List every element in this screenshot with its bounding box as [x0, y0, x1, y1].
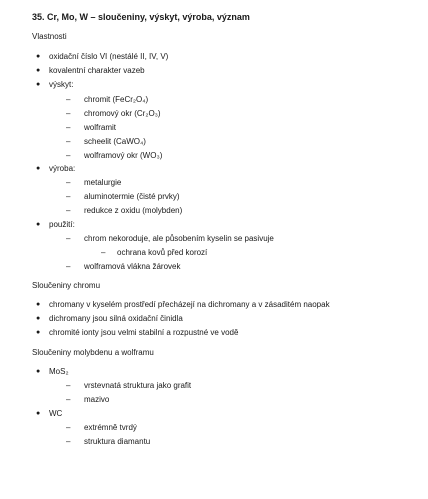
- dash-icon: –: [66, 151, 71, 160]
- sub-list-item: wolframová vlákna žárovek: [84, 262, 181, 271]
- list-item: výroba:: [49, 164, 76, 173]
- list-item: oxidační číslo VI (nestálé II, IV, V): [49, 52, 169, 61]
- dash-icon: –: [66, 395, 71, 404]
- dash-icon: –: [66, 423, 71, 432]
- bullet-icon: ●: [36, 329, 41, 336]
- dash-icon: –: [66, 109, 71, 118]
- dash-icon: –: [66, 262, 71, 271]
- dash-icon: –: [66, 137, 71, 146]
- dash-icon: –: [66, 178, 71, 187]
- dash-icon: –: [66, 437, 71, 446]
- bullet-icon: ●: [36, 368, 41, 375]
- bullet-icon: ●: [36, 165, 41, 172]
- section-heading-mow: Sloučeniny molybdenu a wolframu: [32, 348, 154, 357]
- dash-icon: –: [66, 95, 71, 104]
- list-item: použití:: [49, 220, 75, 229]
- bullet-icon: ●: [36, 410, 41, 417]
- bullet-icon: ●: [36, 301, 41, 308]
- sub-list-item: chromový okr (Cr₂O₃): [84, 109, 161, 118]
- list-item: WC: [49, 409, 63, 418]
- list-item: chromany v kyselém prostředí přecházejí na dichromany a v zásaditém naopak: [49, 300, 330, 309]
- dash-icon: –: [101, 248, 106, 257]
- section-heading-chrom: Sloučeniny chromu: [32, 281, 101, 290]
- list-item: MoS₂: [49, 367, 69, 376]
- sub-list-item: struktura diamantu: [84, 437, 151, 446]
- sub-list-item: wolframový okr (WO₃): [84, 151, 163, 160]
- list-item: výskyt:: [49, 80, 74, 89]
- bullet-icon: ●: [36, 81, 41, 88]
- dash-icon: –: [66, 206, 71, 215]
- page-title: 35. Cr, Mo, W – sloučeniny, výskyt, výroba, význam: [32, 12, 250, 22]
- dash-icon: –: [66, 123, 71, 132]
- sub-list-item: chromit (FeCr₂O₄): [84, 95, 149, 104]
- sub-list-item: aluminotermie (čisté prvky): [84, 192, 180, 201]
- bullet-icon: ●: [36, 53, 41, 60]
- list-item: dichromany jsou silná oxidační činidla: [49, 314, 183, 323]
- sub-list-item: extrémně tvrdý: [84, 423, 137, 432]
- sub-list-item: mazivo: [84, 395, 110, 404]
- bullet-icon: ●: [36, 67, 41, 74]
- sub-list-item: chrom nekoroduje, ale působením kyselin se pasivuje: [84, 234, 274, 243]
- list-item: chromité ionty jsou velmi stabilní a rozpustné ve vodě: [49, 328, 239, 337]
- sub-sub-list-item: ochrana kovů před korozí: [117, 248, 208, 257]
- section-heading-vlastnosti: Vlastnosti: [32, 32, 67, 41]
- sub-list-item: redukce z oxidu (molybden): [84, 206, 183, 215]
- dash-icon: –: [66, 234, 71, 243]
- sub-list-item: scheelit (CaWO₄): [84, 137, 146, 146]
- dash-icon: –: [66, 192, 71, 201]
- sub-list-item: metalurgie: [84, 178, 122, 187]
- sub-list-item: wolframit: [84, 123, 117, 132]
- dash-icon: –: [66, 381, 71, 390]
- sub-list-item: vrstevnatá struktura jako grafit: [84, 381, 192, 390]
- list-item: kovalentní charakter vazeb: [49, 66, 145, 75]
- bullet-icon: ●: [36, 221, 41, 228]
- bullet-icon: ●: [36, 315, 41, 322]
